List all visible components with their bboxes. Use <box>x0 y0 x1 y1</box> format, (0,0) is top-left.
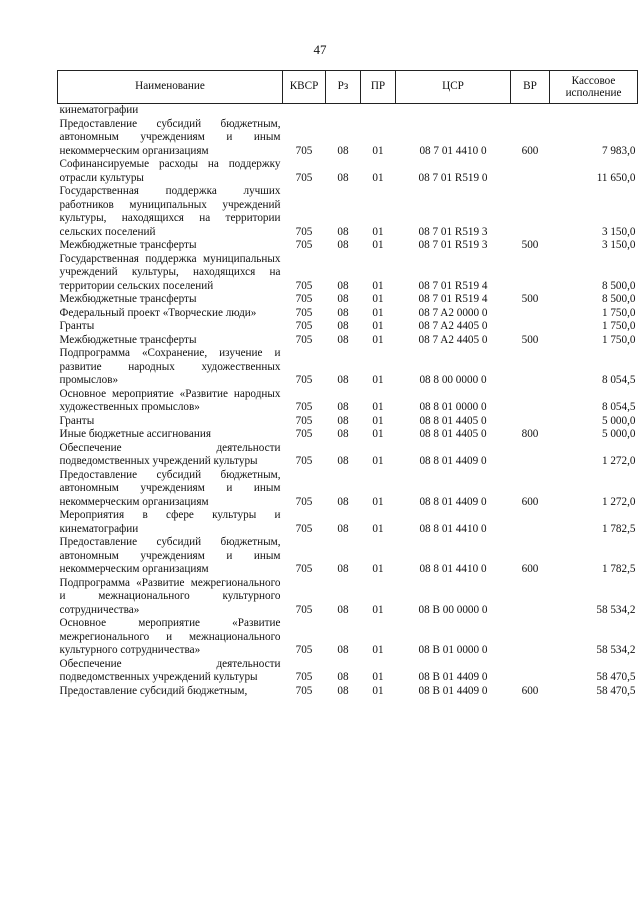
row-name: Гранты <box>59 320 95 332</box>
row-amount: 8 500,0 <box>601 279 636 292</box>
row-pr: 01 <box>372 495 384 508</box>
row-csr: 08 В 00 0000 0 <box>418 603 488 616</box>
row-pr: 01 <box>372 293 384 305</box>
row-amount: 1 782,5 <box>601 563 636 575</box>
row-kvsr: 705 <box>295 401 313 413</box>
row-pr: 01 <box>372 428 384 440</box>
row-pr: 01 <box>372 644 384 656</box>
table-row <box>58 388 638 415</box>
row-amount: 1 750,0 <box>601 333 636 346</box>
row-vr <box>511 415 550 429</box>
row-vr: 500 <box>521 239 539 251</box>
row-vr <box>511 388 550 415</box>
row-vr <box>511 617 550 658</box>
row-amount <box>550 104 638 118</box>
row-amount: 1 272,0 <box>601 455 636 467</box>
row-csr: 08 8 01 4409 0 <box>419 495 487 508</box>
row-name: Софинансируемые расходы на поддержку отрасли культуры <box>59 158 281 184</box>
row-name: кинематографии <box>59 104 139 116</box>
row-rz: 08 <box>337 293 349 305</box>
table-row <box>58 347 638 388</box>
row-kvsr: 705 <box>295 671 313 683</box>
row-amount: 1 750,0 <box>601 320 636 332</box>
row-rz: 08 <box>337 414 349 427</box>
row-vr: 600 <box>521 563 539 575</box>
row-amount: 1 782,5 <box>601 522 636 535</box>
row-pr: 01 <box>372 684 384 697</box>
row-kvsr: 705 <box>295 684 313 697</box>
row-kvsr: 705 <box>295 293 313 305</box>
row-rz: 08 <box>337 306 349 319</box>
row-kvsr: 705 <box>295 495 313 508</box>
row-name: Подпрограмма «Развитие межрегионального и межнационального культурного сотрудничества» <box>59 576 281 616</box>
row-name: Государственная поддержка муниципальных учреждений культуры, находящихся на территории сельских поселений <box>59 252 281 292</box>
table-row <box>58 293 638 307</box>
row-name: Государственная поддержка лучших работников муниципальных учреждений культуры, находящихся на территории сельских поселений <box>59 185 281 238</box>
table-row <box>58 415 638 429</box>
row-rz: 08 <box>337 495 349 508</box>
row-vr <box>511 253 550 294</box>
table-row <box>58 239 638 253</box>
row-vr: 500 <box>521 293 539 305</box>
header-pr: ПР <box>361 71 396 104</box>
row-csr <box>396 104 511 118</box>
header-vr: ВР <box>511 71 550 104</box>
row-rz: 08 <box>337 279 349 292</box>
row-csr: 08 7 01 R519 3 <box>418 239 488 251</box>
row-pr: 01 <box>372 603 384 616</box>
row-amount: 3 150,0 <box>601 225 636 238</box>
row-kvsr: 705 <box>295 320 313 332</box>
row-kvsr: 705 <box>295 644 313 656</box>
table-row <box>58 442 638 469</box>
table-row <box>58 509 638 536</box>
row-rz: 08 <box>337 455 349 467</box>
row-pr: 01 <box>372 671 384 683</box>
row-vr: 800 <box>521 428 539 440</box>
row-name: Обеспечение деятельности подведомственных учреждений культуры <box>59 657 281 683</box>
row-kvsr: 705 <box>295 603 313 616</box>
row-csr: 08 7 01 4410 0 <box>419 144 487 157</box>
row-vr <box>511 442 550 469</box>
row-vr: 500 <box>521 333 539 346</box>
row-name: Гранты <box>59 414 95 427</box>
row-pr: 01 <box>372 239 384 251</box>
row-rz: 08 <box>337 428 349 440</box>
row-kvsr: 705 <box>295 333 313 346</box>
table-row <box>58 617 638 658</box>
row-name: Предоставление субсидий бюджетным, автономным учреждениям и иным некоммерческим организациям <box>59 536 281 575</box>
row-rz: 08 <box>337 374 349 386</box>
row-csr: 08 7 A2 4405 0 <box>418 320 488 332</box>
row-pr: 01 <box>372 320 384 332</box>
row-kvsr: 705 <box>295 414 313 427</box>
row-csr: 08 В 01 4409 0 <box>418 684 488 697</box>
row-vr <box>511 158 550 185</box>
page-number: 47 <box>313 42 327 57</box>
row-pr: 01 <box>372 333 384 346</box>
row-name: Предоставление субсидий бюджетным, автономным учреждениям и иным некоммерческим организациям <box>59 468 281 508</box>
row-pr: 01 <box>372 414 384 427</box>
row-kvsr: 705 <box>295 563 313 575</box>
row-kvsr: 705 <box>295 455 313 467</box>
row-kvsr: 705 <box>295 374 313 386</box>
row-amount: 7 983,0 <box>601 144 636 157</box>
row-pr: 01 <box>372 563 384 575</box>
row-vr: 600 <box>521 495 539 508</box>
row-amount: 8 500,0 <box>601 293 636 305</box>
header-csr: ЦСР <box>396 71 511 104</box>
header-kvsr: КВСР <box>283 71 326 104</box>
row-name: Межбюджетные трансферты <box>59 293 197 305</box>
row-amount: 1 750,0 <box>601 306 636 319</box>
row-csr: 08 8 01 0000 0 <box>419 401 487 413</box>
row-vr <box>511 347 550 388</box>
row-name: Основное мероприятие «Развитие народных художественных промыслов» <box>59 387 281 413</box>
row-rz: 08 <box>337 684 349 697</box>
row-name: Подпрограмма «Сохранение, изучение и развитие народных художественных промыслов» <box>59 347 281 386</box>
row-name: Иные бюджетные ассигнования <box>59 428 211 440</box>
row-name: Межбюджетные трансферты <box>59 239 197 251</box>
table-header-row <box>58 71 638 104</box>
row-csr: 08 7 01 R519 4 <box>418 293 488 305</box>
row-amount: 58 534,2 <box>596 644 636 656</box>
row-rz: 08 <box>337 144 349 157</box>
row-name: Предоставление субсидий бюджетным, <box>59 684 248 697</box>
row-csr: 08 В 01 0000 0 <box>418 644 488 656</box>
row-csr: 08 7 01 R519 3 <box>418 225 488 238</box>
row-csr: 08 8 01 4405 0 <box>419 414 487 427</box>
row-kvsr: 705 <box>295 428 313 440</box>
row-amount: 1 272,0 <box>601 495 636 508</box>
table-row <box>58 185 638 239</box>
table-row <box>58 685 638 699</box>
table-row <box>58 320 638 334</box>
row-rz: 08 <box>337 671 349 683</box>
row-rz: 08 <box>337 320 349 332</box>
row-pr: 01 <box>372 374 384 386</box>
row-csr: 08 8 00 0000 0 <box>419 374 487 386</box>
row-csr: 08 7 01 R519 4 <box>418 279 488 292</box>
row-name: Основное мероприятие «Развитие межрегионального и межнационального культурного сотрудничества» <box>59 617 281 656</box>
row-pr: 01 <box>372 522 384 535</box>
row-amount: 58 470,5 <box>596 684 636 697</box>
table-row <box>58 536 638 577</box>
row-kvsr: 705 <box>295 225 313 238</box>
table-row <box>58 577 638 618</box>
row-rz: 08 <box>337 563 349 575</box>
row-rz: 08 <box>337 333 349 346</box>
table-row <box>58 428 638 442</box>
row-amount: 5 000,0 <box>601 414 636 427</box>
table-row <box>58 104 638 118</box>
row-amount: 58 470,5 <box>596 671 636 683</box>
row-amount: 3 150,0 <box>601 239 636 251</box>
row-pr: 01 <box>372 306 384 319</box>
row-rz: 08 <box>337 401 349 413</box>
row-csr: 08 В 01 4409 0 <box>418 671 488 683</box>
row-name: Обеспечение деятельности подведомственных учреждений культуры <box>59 441 281 467</box>
row-pr: 01 <box>372 225 384 238</box>
row-kvsr: 705 <box>295 239 313 251</box>
row-amount: 11 650,0 <box>596 171 636 184</box>
row-amount: 8 054,5 <box>601 374 636 386</box>
row-rz: 08 <box>337 644 349 656</box>
row-csr: 08 8 01 4410 0 <box>419 522 487 535</box>
row-csr: 08 7 A2 0000 0 <box>418 306 488 319</box>
row-rz <box>326 104 361 118</box>
row-pr: 01 <box>372 171 384 184</box>
row-kvsr: 705 <box>295 171 313 184</box>
budget-execution-table <box>57 70 638 698</box>
row-amount: 8 054,5 <box>601 401 636 413</box>
table-row <box>58 658 638 685</box>
row-rz: 08 <box>337 522 349 535</box>
table-row <box>58 334 638 348</box>
row-vr <box>511 509 550 536</box>
row-pr: 01 <box>372 455 384 467</box>
row-vr <box>511 185 550 239</box>
row-rz: 08 <box>337 171 349 184</box>
row-rz: 08 <box>337 603 349 616</box>
table-row <box>58 469 638 510</box>
table-row <box>58 307 638 321</box>
row-vr <box>511 104 550 118</box>
row-pr: 01 <box>372 279 384 292</box>
row-rz: 08 <box>337 239 349 251</box>
row-rz: 08 <box>337 225 349 238</box>
header-name: Наименование <box>58 71 283 104</box>
row-csr: 08 8 01 4405 0 <box>419 428 487 440</box>
row-name: Мероприятия в сфере культуры и кинематографии <box>59 509 281 535</box>
row-kvsr: 705 <box>295 522 313 535</box>
row-vr: 600 <box>521 684 539 697</box>
row-name: Федеральный проект «Творческие люди» <box>59 306 257 319</box>
row-pr <box>361 104 396 118</box>
row-amount: 58 534,2 <box>596 603 636 616</box>
row-csr: 08 8 01 4410 0 <box>419 563 487 575</box>
table-row <box>58 118 638 159</box>
table-row <box>58 158 638 185</box>
row-name: Предоставление субсидий бюджетным, автономным учреждениям и иным некоммерческим организациям <box>59 117 281 157</box>
row-kvsr: 705 <box>295 279 313 292</box>
row-vr <box>511 658 550 685</box>
table-body <box>58 104 638 699</box>
row-vr <box>511 577 550 618</box>
row-csr: 08 7 A2 4405 0 <box>418 333 488 346</box>
row-vr <box>511 320 550 334</box>
row-pr: 01 <box>372 401 384 413</box>
row-vr <box>511 307 550 321</box>
row-amount: 5 000,0 <box>601 428 636 440</box>
row-kvsr: 705 <box>295 144 313 157</box>
row-pr: 01 <box>372 144 384 157</box>
header-amount: Кассовое исполнение <box>550 71 638 104</box>
header-rz: Рз <box>326 71 361 104</box>
row-csr: 08 8 01 4409 0 <box>419 455 487 467</box>
row-name: Межбюджетные трансферты <box>59 333 197 346</box>
row-kvsr: 705 <box>295 306 313 319</box>
row-vr: 600 <box>521 144 539 157</box>
row-kvsr <box>283 104 326 118</box>
table-row <box>58 253 638 294</box>
row-csr: 08 7 01 R519 0 <box>418 171 488 184</box>
